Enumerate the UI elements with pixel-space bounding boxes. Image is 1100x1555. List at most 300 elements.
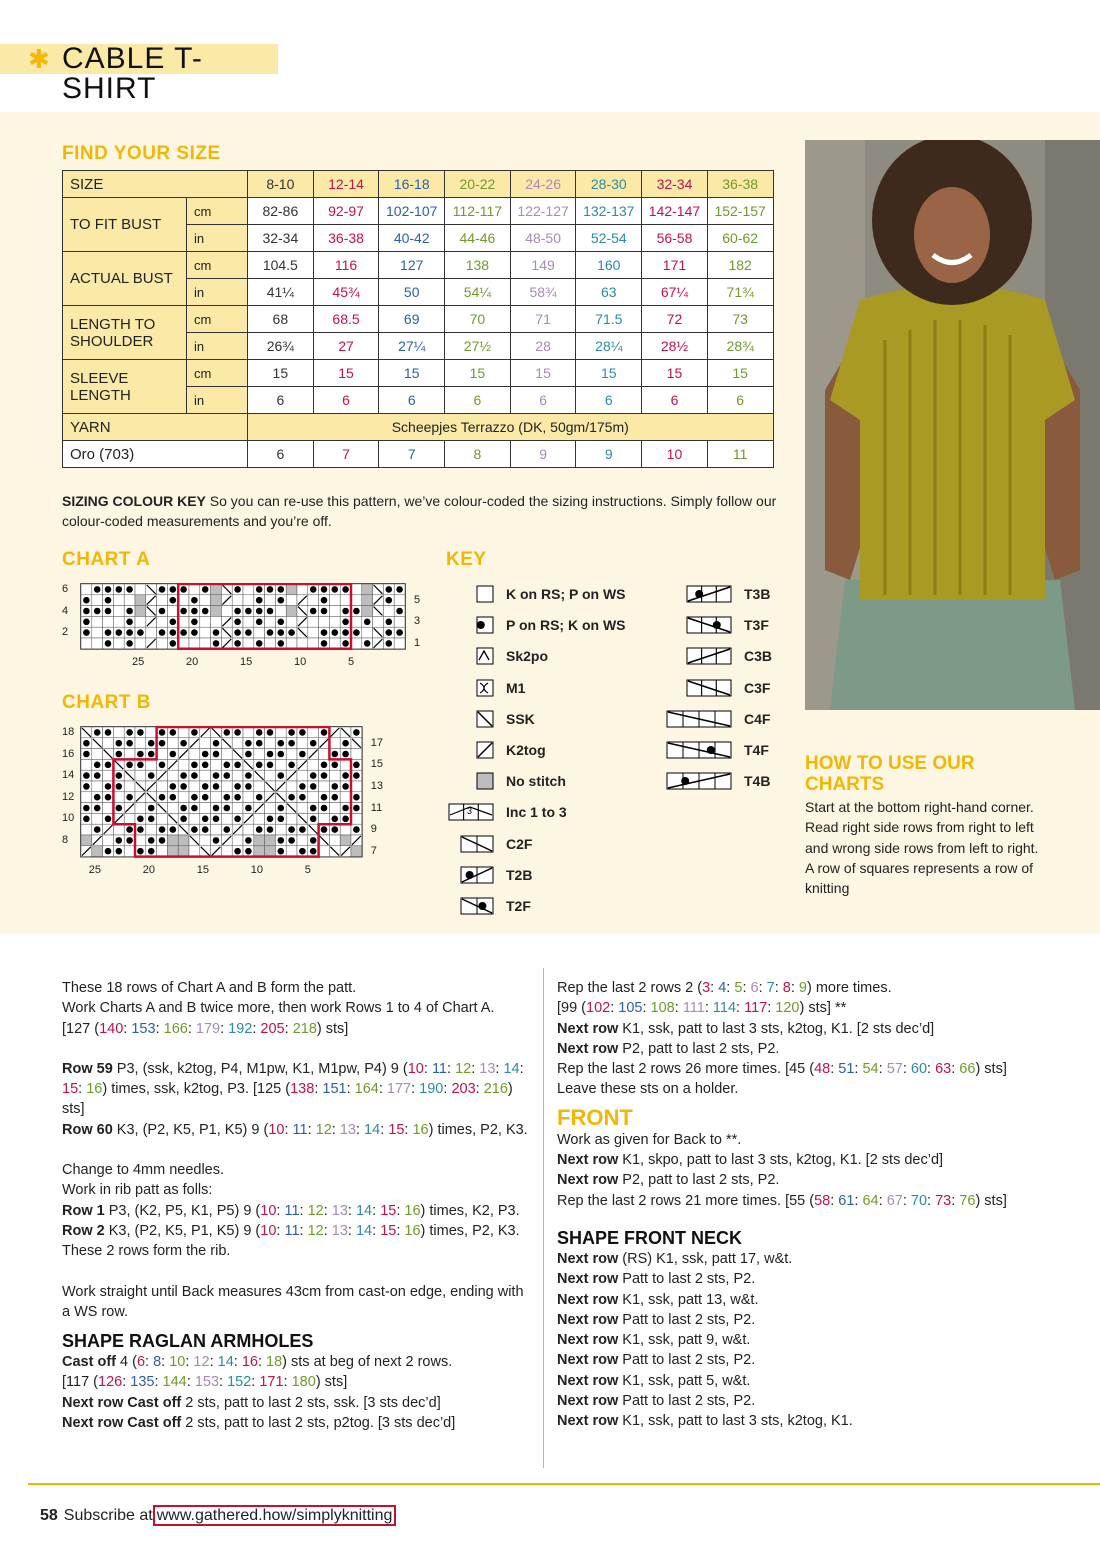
separator: : <box>902 1061 911 1078</box>
size-value: 11 <box>431 1060 447 1077</box>
row-text: Patt to last 2 sts, P2. <box>618 1352 756 1369</box>
size-value: 138 <box>290 1081 315 1098</box>
sized-values <box>290 1081 508 1097</box>
row-label: LENGTH TO SHOULDER <box>63 306 187 360</box>
purl-dot <box>94 805 101 812</box>
purl-dot <box>267 629 274 636</box>
chart-cell <box>243 595 254 606</box>
separator: : <box>331 1121 340 1138</box>
purl-dot <box>180 815 187 822</box>
chart-cell <box>103 770 114 781</box>
chart-cell <box>113 595 124 606</box>
subscribe-link[interactable]: www.gathered.how/simplyknitting <box>153 1505 397 1526</box>
colour-label: Oro (703) <box>63 441 248 468</box>
purl-dot <box>213 805 220 812</box>
key-cell <box>477 586 493 602</box>
purl-dot <box>256 608 263 615</box>
chart-cell <box>81 638 92 649</box>
size-value: 54 <box>862 1061 879 1078</box>
size-header-cell: 20-22 <box>445 171 511 198</box>
sk2po-icon <box>476 647 494 665</box>
purl-dot <box>105 794 112 801</box>
size-header-cell: 36-38 <box>707 171 773 198</box>
purl-dot <box>256 794 263 801</box>
chart-cell <box>351 749 362 760</box>
chart-cell <box>157 616 168 627</box>
chart-cell <box>157 846 168 857</box>
purl-dot <box>299 751 306 758</box>
chart-cell <box>200 627 211 638</box>
row-text: K1, ssk, patt 13, w&t. <box>618 1291 759 1308</box>
row-text: K1, ssk, patt 5, w&t. <box>618 1372 751 1389</box>
size-header-cell: 32-34 <box>642 171 708 198</box>
purl-dot <box>170 586 177 593</box>
separator: : <box>380 1121 389 1138</box>
row-number: 15 <box>370 758 384 771</box>
chart-cell <box>189 584 200 595</box>
chart-cell <box>286 595 297 606</box>
chart-cell <box>81 835 92 846</box>
purl-dot <box>277 848 284 855</box>
purl-dot <box>105 848 112 855</box>
purl-dot <box>148 772 155 779</box>
table-cell: 116 <box>313 252 379 279</box>
row-number: 4 <box>62 604 69 617</box>
size-value: 5 <box>734 980 743 996</box>
purl-dot <box>180 586 187 593</box>
instruction-row <box>557 1269 1037 1289</box>
howto-body: Start at the bottom right-hand corner. Read right side rows from right to left and wrong side rows from left to right. A row of squares represents a row of knitting <box>805 799 1039 897</box>
size-value: 14 <box>355 1222 373 1239</box>
size-value: 16 <box>86 1081 103 1098</box>
sized-values <box>98 1374 316 1390</box>
purl-dot <box>353 761 360 768</box>
table-cell: 56-58 <box>642 225 708 252</box>
table-cell: 138 <box>445 252 511 279</box>
table-cell: 28¼ <box>576 333 642 360</box>
size-header-cell: 16-18 <box>379 171 445 198</box>
instruction-row <box>557 1290 1037 1310</box>
size-value: 73 <box>935 1192 952 1209</box>
instruction-row: Next row P2, patt to last 2 sts, P2. <box>557 1172 780 1189</box>
separator: : <box>220 1020 229 1037</box>
table-cell: 15 <box>313 360 379 387</box>
flower-icon: ✱ <box>28 44 50 74</box>
instruction-row: Next row K1, ssk, patt to last 3 sts, k2tog, K1. [2 sts dec’d] <box>557 1020 935 1037</box>
table-cell: 70 <box>445 306 511 333</box>
separator: : <box>276 1222 285 1239</box>
chart-cell <box>157 595 168 606</box>
size-value: 18 <box>266 1354 283 1371</box>
purl-dot <box>83 597 90 604</box>
unit-label: in <box>187 333 248 360</box>
size-value: 15 <box>380 1202 397 1219</box>
purl-dot <box>267 826 274 833</box>
table-cell: 36-38 <box>313 225 379 252</box>
purl-dot <box>321 772 328 779</box>
chart-cell <box>329 770 340 781</box>
purl-dot <box>245 837 252 844</box>
table-cell: 27½ <box>445 333 511 360</box>
chart-cell <box>200 638 211 649</box>
separator: : <box>209 1354 218 1371</box>
purl-dot <box>396 629 403 636</box>
chart-cell <box>243 638 254 649</box>
purl-dot <box>170 783 177 790</box>
purl-dot <box>223 826 230 833</box>
purl-dot <box>277 805 284 812</box>
row-text: Patt to last 2 sts, P2. <box>618 1311 756 1328</box>
purl-dot <box>245 740 252 747</box>
purl-dot <box>83 772 90 779</box>
purl-dot <box>83 783 90 790</box>
table-cell: 26¾ <box>248 333 314 360</box>
chart-cell <box>275 606 286 617</box>
footer-rule <box>28 1483 1100 1485</box>
chart-cell <box>254 846 265 857</box>
purl-dot <box>277 837 284 844</box>
separator: : <box>219 1374 228 1391</box>
purl-dot <box>331 586 338 593</box>
row-number: 13 <box>370 780 384 792</box>
instruction-row <box>557 1330 1037 1350</box>
key-label: C4F <box>744 710 771 727</box>
instruction-text: Work straight until Back measures 43cm from cast-on edge, ending with a WS row. <box>62 1283 524 1320</box>
purl-dot <box>277 597 284 604</box>
chart-cell <box>286 781 297 792</box>
size-value: 16 <box>241 1354 258 1371</box>
purl-dot <box>170 794 177 801</box>
column-number: 25 <box>88 863 102 876</box>
purl-dot <box>148 815 155 822</box>
size-value: 11 <box>284 1222 300 1239</box>
chart-cell <box>243 616 254 627</box>
purl-dot <box>234 629 241 636</box>
purl-dot <box>170 751 177 758</box>
purl-dot <box>310 608 317 615</box>
row-number: 5 <box>414 593 421 606</box>
row-text: K1, ssk, patt 9, w&t. <box>618 1332 751 1349</box>
purl-dot <box>213 783 220 790</box>
purl-dot <box>342 783 349 790</box>
chart-cell <box>308 727 319 738</box>
separator: : <box>790 980 799 996</box>
chart-b-heading: CHART B <box>62 692 151 713</box>
table-cell: 40-42 <box>379 225 445 252</box>
separator: : <box>423 1060 432 1077</box>
separator: : <box>927 1061 936 1078</box>
purl-dot <box>321 729 328 736</box>
key-cell <box>478 804 493 820</box>
purl-dot <box>245 608 252 615</box>
chart-cell <box>329 738 340 749</box>
chart-cell <box>189 749 200 760</box>
table-cell: 171 <box>642 252 708 279</box>
purl-dot <box>385 629 392 636</box>
purl-dot <box>342 815 349 822</box>
purl-dot <box>288 794 295 801</box>
chart-cell <box>329 606 340 617</box>
row-number: 17 <box>370 736 384 749</box>
size-value: 8 <box>782 980 791 996</box>
separator: : <box>927 1192 936 1209</box>
no-stitch-icon <box>476 772 494 790</box>
key-label: C3F <box>744 679 771 696</box>
stitch-count: [117 (126: 135: 144: 153: 152: 171: 180) sts] <box>62 1374 348 1391</box>
separator: : <box>951 1192 960 1209</box>
separator: : <box>299 1222 308 1239</box>
chart-cell <box>319 749 330 760</box>
purl-dot <box>256 597 263 604</box>
purl-dot <box>321 608 328 615</box>
size-value: 15 <box>388 1121 405 1138</box>
chart-cell <box>254 781 265 792</box>
table-cell: 15 <box>248 360 314 387</box>
table-cell: 7 <box>313 441 379 468</box>
chart-cell <box>265 803 276 814</box>
size-value: 144 <box>162 1374 187 1391</box>
chart-cell <box>178 638 189 649</box>
separator: : <box>830 1061 839 1078</box>
unit-label: cm <box>187 252 248 279</box>
table-cell: 15 <box>379 360 445 387</box>
purl-dot <box>83 751 90 758</box>
purl-dot <box>180 805 187 812</box>
chart-cell <box>167 738 178 749</box>
purl-dot <box>267 815 274 822</box>
colour-row <box>63 441 774 468</box>
purl-dot <box>148 837 155 844</box>
table-cell: 8 <box>445 441 511 468</box>
separator: : <box>495 1060 504 1077</box>
row-number: 6 <box>62 583 69 595</box>
size-value: 58 <box>814 1192 831 1209</box>
chart-cell <box>319 616 330 627</box>
chart-cell <box>146 627 157 638</box>
separator: : <box>346 1081 355 1098</box>
chart-cell <box>113 638 124 649</box>
purl-dot <box>191 794 198 801</box>
k2tog-icon <box>476 741 494 759</box>
key-label: Sk2po <box>506 648 549 665</box>
stitch-count: [99 (102: 105: 108: 111: 114: 117: 120) sts] ** <box>557 1000 847 1017</box>
purl-dot <box>245 629 252 636</box>
instruction-row: Next row K1, skpo, patt to last 3 sts, k2tog, K1. [2 sts dec’d] <box>557 1152 944 1169</box>
purl-dot <box>83 618 90 625</box>
instruction-text: These 18 rows of Chart A and B form the patt. <box>62 980 357 996</box>
purl-dot <box>353 729 360 736</box>
purl-dot <box>94 586 101 593</box>
table-cell: 7 <box>379 441 445 468</box>
purl-dot <box>116 837 123 844</box>
purl-dot <box>94 729 101 736</box>
separator: : <box>471 1060 480 1077</box>
purl-dot <box>321 761 328 768</box>
chart-cell <box>92 749 103 760</box>
chart-cell <box>221 846 232 857</box>
purl-dot <box>364 618 371 625</box>
purl-dot <box>223 761 230 768</box>
chart-cell <box>200 595 211 606</box>
instruction-text: Change to 4mm needles. <box>62 1162 225 1179</box>
chart-cell <box>81 792 92 803</box>
purl-dot <box>159 761 166 768</box>
section-heading: SHAPE FRONT NECK <box>557 1227 743 1248</box>
size-value: 216 <box>483 1081 508 1098</box>
purl-dot <box>137 729 144 736</box>
chart-cell <box>265 595 276 606</box>
chart-cell <box>286 813 297 824</box>
purl-dot <box>116 783 123 790</box>
separator: : <box>323 1202 332 1219</box>
sizing-colour-key <box>62 491 782 531</box>
chart-cell <box>286 638 297 649</box>
instruction-text: These 2 rows form the rib. <box>62 1243 231 1260</box>
chart-cell <box>124 846 135 857</box>
chart-cell <box>329 616 340 627</box>
table-cell: 45¾ <box>313 279 379 306</box>
table-cell: 182 <box>707 252 773 279</box>
t2f-icon <box>460 897 494 915</box>
instruction-row <box>557 1350 1037 1370</box>
size-value: 14 <box>217 1354 234 1371</box>
purl-dot <box>353 608 360 615</box>
separator: : <box>854 1061 863 1078</box>
chart-cell <box>146 727 157 738</box>
t3b-icon <box>686 585 732 603</box>
purl-dot <box>105 629 112 636</box>
purl-dot <box>321 826 328 833</box>
separator: : <box>284 1121 293 1138</box>
separator: : <box>519 1060 524 1077</box>
purl-dot <box>396 586 403 593</box>
purl-dot <box>288 740 295 747</box>
purl-dot <box>234 608 241 615</box>
purl-dot <box>256 826 263 833</box>
sized-values <box>260 1223 420 1239</box>
purl-dot <box>234 794 241 801</box>
size-value: 4 <box>718 980 727 996</box>
chart-cell <box>297 770 308 781</box>
unit-label: cm <box>187 198 248 225</box>
purl-dot <box>267 586 274 593</box>
size-value: 15 <box>380 1222 397 1239</box>
size-header-cell: 28-30 <box>576 171 642 198</box>
instruction-row <box>557 1310 1037 1330</box>
purl-dot <box>202 826 209 833</box>
separator: : <box>307 1121 316 1138</box>
purl-dot <box>148 805 155 812</box>
size-value: 6 <box>136 1354 146 1371</box>
instruction-text: Work as given for Back to **. <box>557 1131 742 1148</box>
size-value: 10 <box>260 1222 277 1239</box>
size-value: 192 <box>228 1020 253 1037</box>
purl-dot <box>331 761 338 768</box>
purl-dot <box>159 608 166 615</box>
empty-square-icon <box>476 585 494 603</box>
purl-dot <box>277 640 284 647</box>
table-cell: 6 <box>642 387 708 414</box>
table-cell: 32-34 <box>248 225 314 252</box>
chart-cell <box>189 638 200 649</box>
purl-dot <box>245 751 252 758</box>
table-cell: 71 <box>510 306 576 333</box>
row-text: Patt to last 2 sts, P2. <box>618 1271 756 1288</box>
purl-dot <box>213 772 220 779</box>
chart-cell <box>124 813 135 824</box>
chart-cell <box>232 595 243 606</box>
row-number: 8 <box>62 834 69 846</box>
table-cell: 73 <box>707 306 773 333</box>
find-size-heading: FIND YOUR SIZE <box>62 143 221 164</box>
purl-dot <box>105 640 112 647</box>
size-value: 13 <box>331 1222 348 1239</box>
row-text: K1, ssk, patt to last 3 sts, k2tog, K1. <box>618 1413 853 1430</box>
purl-dot <box>364 640 371 647</box>
chart-cell <box>351 846 362 857</box>
size-value: 16 <box>412 1121 429 1138</box>
chart-cell <box>167 803 178 814</box>
table-cell: 28 <box>510 333 576 360</box>
separator: : <box>902 1192 911 1209</box>
separator: : <box>830 1192 839 1209</box>
chart-cell <box>200 616 211 627</box>
purl-dot <box>202 751 209 758</box>
purl-dot <box>277 815 284 822</box>
purl-dot <box>105 815 112 822</box>
size-value: 153 <box>131 1020 156 1037</box>
size-value: 135 <box>130 1374 155 1391</box>
table-cell: 52-54 <box>576 225 642 252</box>
chart-cell <box>113 606 124 617</box>
separator: : <box>257 1354 267 1371</box>
chart-cell <box>362 627 373 638</box>
size-value: 3 <box>702 980 711 996</box>
table-cell: 28¾ <box>707 333 773 360</box>
size-value: 13 <box>479 1060 496 1077</box>
purl-dot <box>170 640 177 647</box>
size-value: 218 <box>292 1020 317 1037</box>
purl-dot <box>191 597 198 604</box>
key-label: K2tog <box>506 742 546 758</box>
purl-dot <box>267 761 274 768</box>
purl-dot <box>159 837 166 844</box>
purl-dot <box>245 772 252 779</box>
chart-cell <box>113 616 124 627</box>
chart-cell <box>135 835 146 846</box>
purl-dot <box>299 848 306 855</box>
purl-dot <box>94 761 101 768</box>
table-row <box>63 252 774 279</box>
purl-dot <box>342 586 349 593</box>
purl-dot <box>234 783 241 790</box>
chart-cell <box>200 835 211 846</box>
instruction-text: Rep the last 2 rows 26 more times. [45 (48: 51: 54: 57: 60: 63: 66) sts] <box>557 1061 1007 1078</box>
separator: : <box>704 1000 713 1017</box>
purl-dot <box>310 772 317 779</box>
purl-dot <box>170 597 177 604</box>
chart-cell <box>394 638 405 649</box>
separator: : <box>347 1222 356 1239</box>
instruction-row: Row 59 P3, (ssk, k2tog, P4, M1pw, K1, M1pw, P4) 9 (10: 11: 12: 13: 14: 15: 16) times, ssk, k2tog, P3. [125 (138: 151: 164: 177: 190: 203: 216) sts] <box>62 1060 524 1118</box>
purl-dot <box>310 837 317 844</box>
separator: : <box>251 1374 260 1391</box>
chart-cell <box>329 835 340 846</box>
table-cell: 6 <box>248 441 314 468</box>
chart-cell <box>178 792 189 803</box>
size-value: 126 <box>98 1374 123 1391</box>
purl-dot <box>126 608 133 615</box>
